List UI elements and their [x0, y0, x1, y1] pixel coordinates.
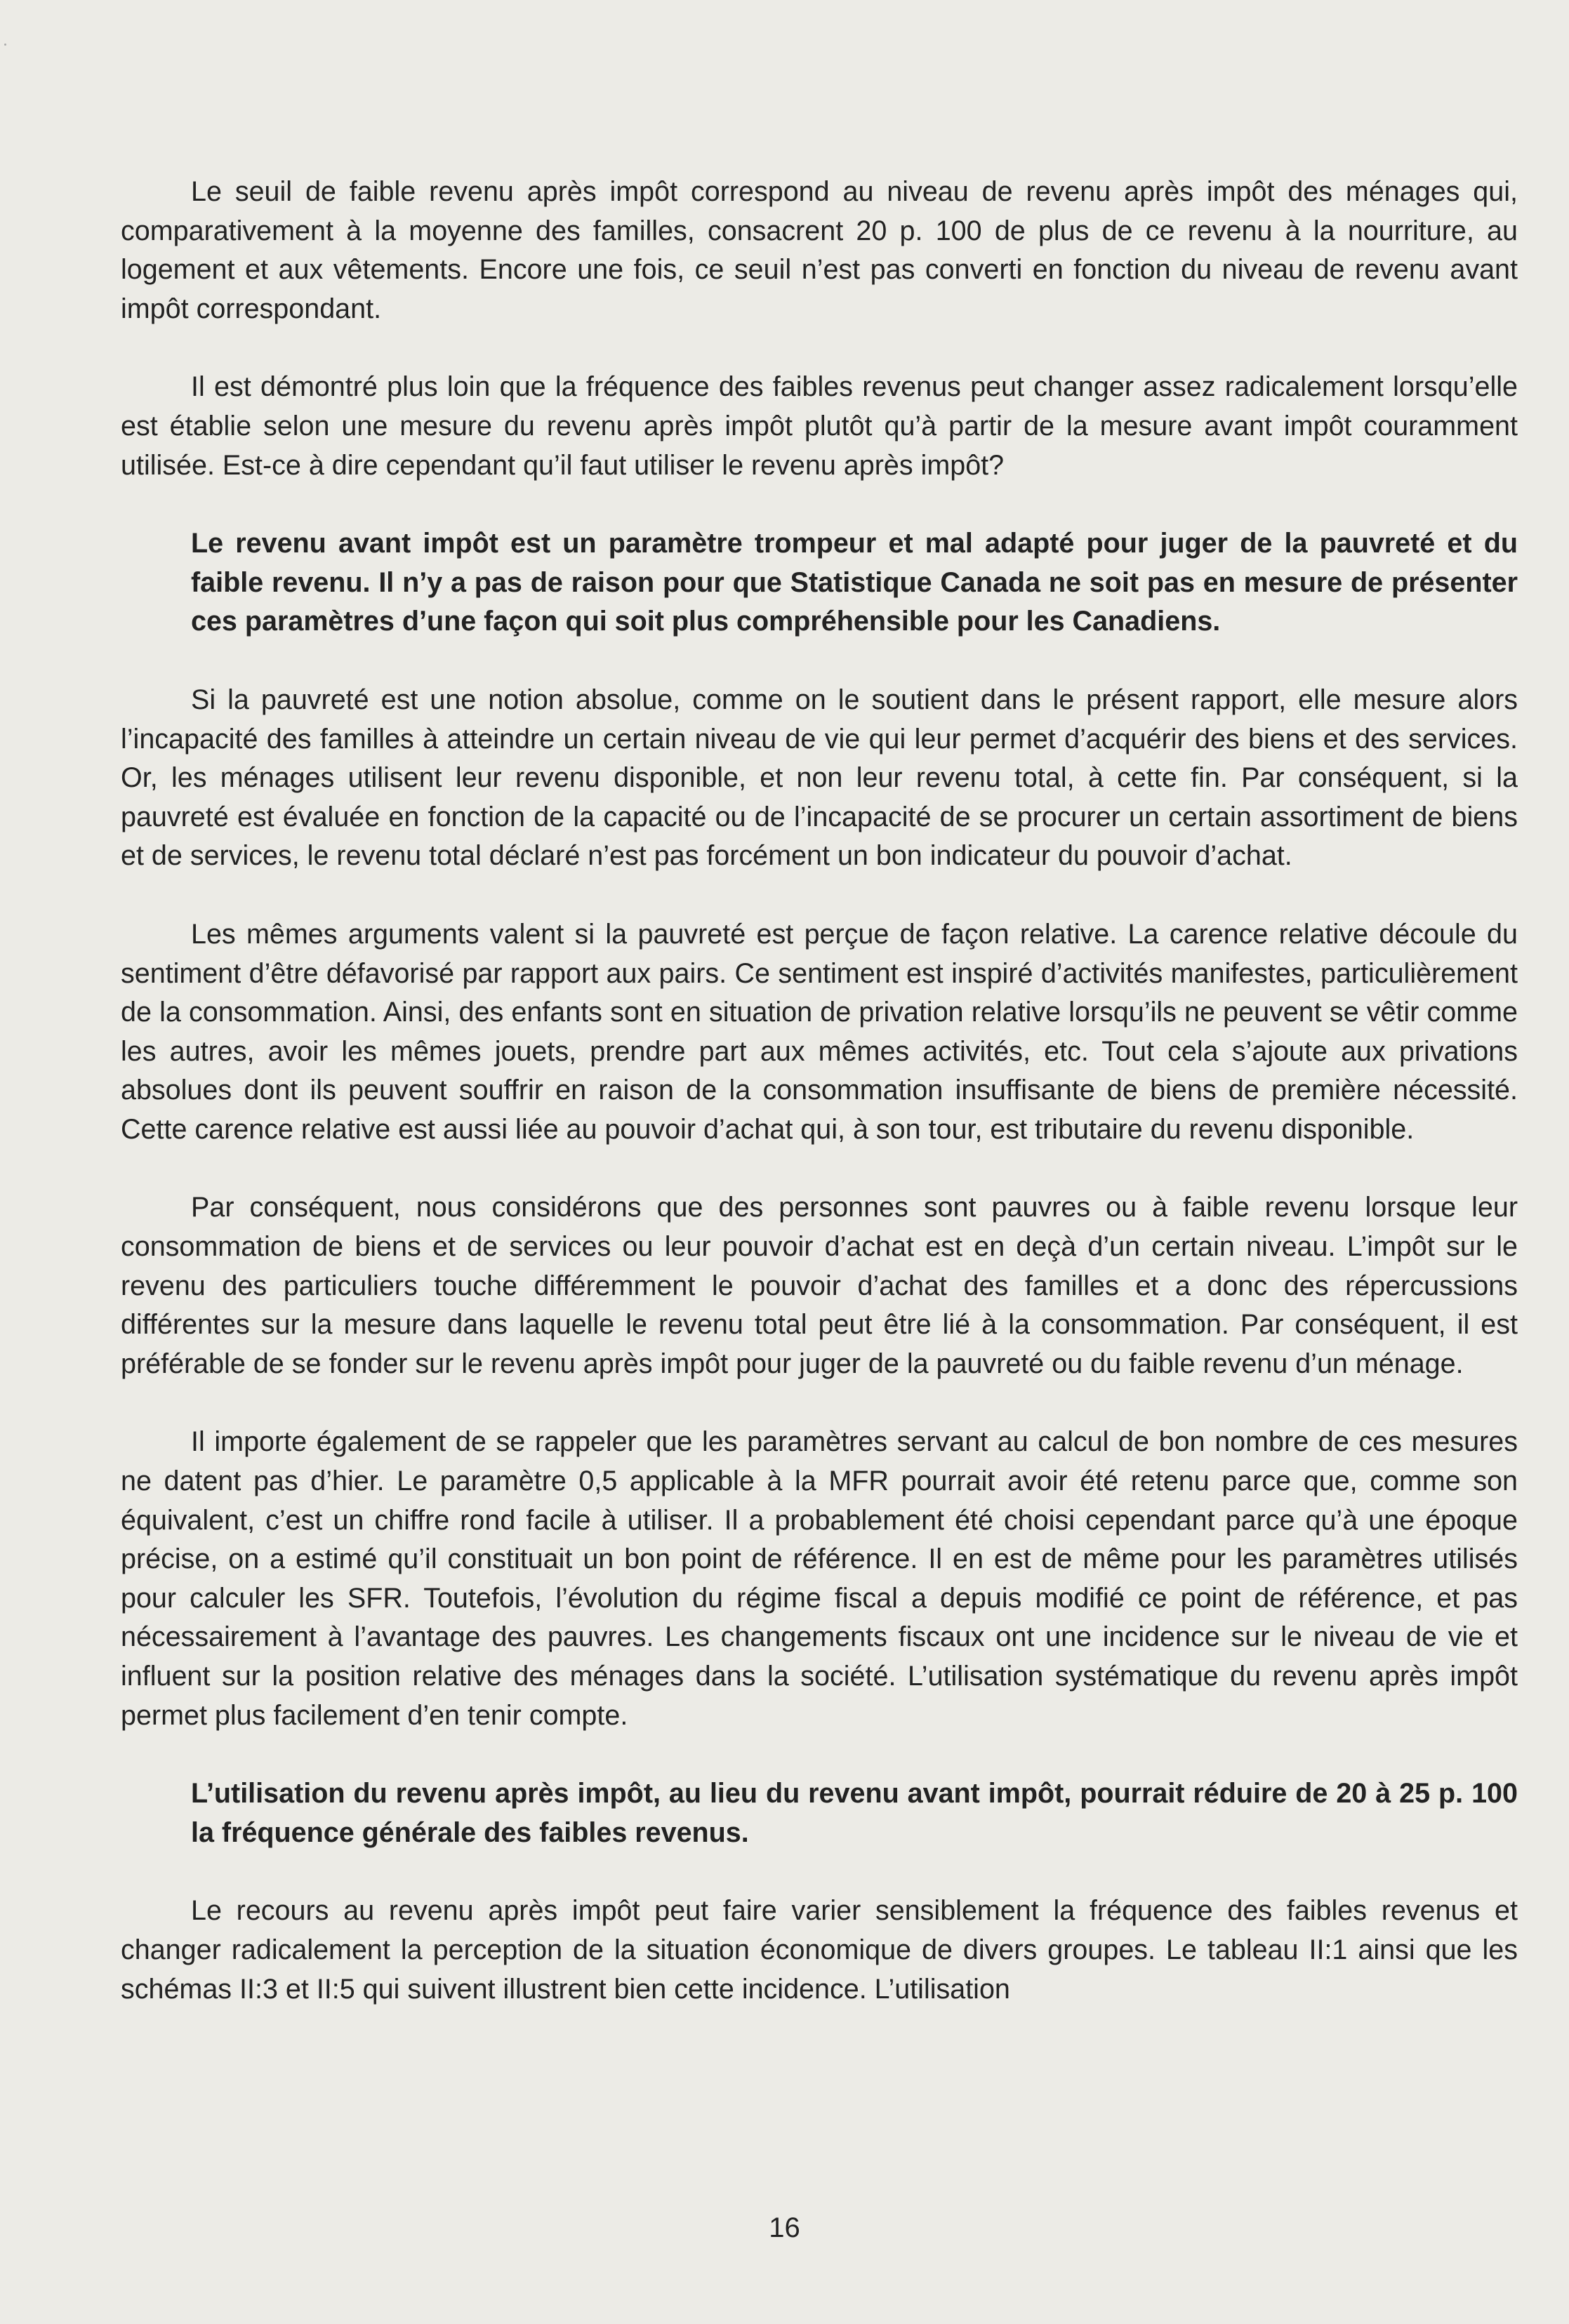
paragraph-frequency-change: Il est démontré plus loin que la fréquence des faibles revenus peut changer assez radicalement lorsqu’elle est établie selon une mesure du revenu après impôt plutôt qu’à partir de la mesure avant impôt couramment utilisée. Est-ce à dire cependant qu’il faut utiliser le revenu après impôt?: [121, 371, 1518, 481]
scan-speck: [4, 44, 6, 46]
paragraph-relative-poverty: Les mêmes arguments valent si la pauvreté est perçue de façon relative. La carence relative découle du sentiment d’être défavorisé par rapport aux pairs. Ce sentiment est inspiré d’activités manifestes, particulièrement de la consommation. Ainsi, des enfants sont en situation de privation relative lorsqu’ils ne peuvent se vêtir comme les autres, avoir les mêmes jouets, prendre part aux mêmes activités, etc. Tout cela s’ajoute aux privations absolues dont ils peuvent souffrir en raison de la consommation insuffisante de biens de première nécessité. Cette carence relative est aussi liée au pouvoir d’achat qui, à son tour, est tributaire du revenu disponible.: [121, 918, 1518, 1145]
paragraph-after-tax-usage: Le recours au revenu après impôt peut faire varier sensiblement la fréquence des faibles revenus et changer radicalement la perception de la situation économique de divers groupes. Le tableau II:1 ainsi que les schémas II:3 et II:5 qui suivent illustrent bien cette incidence. L’utilisation: [121, 1895, 1518, 2005]
paragraph-absolute-poverty: Si la pauvreté est une notion absolue, comme on le soutient dans le présent rapport, elle mesure alors l’incapacité des familles à atteindre un certain niveau de vie qui leur permet d’acquérir des biens et des services. Or, les ménages utilisent leur revenu disponible, et non leur revenu total, à cette fin. Par conséquent, si la pauvreté est évaluée en fonction de la capacité ou de l’incapacité de se procurer un certain assortiment de biens et de services, le revenu total déclaré n’est pas forcément un bon indicateur du pouvoir d’achat.: [121, 684, 1518, 872]
page-number: 16: [769, 2212, 800, 2243]
paragraph-consumption-definition: Par conséquent, nous considérons que des personnes sont pauvres ou à faible revenu lorsque leur consommation de biens et de services ou leur pouvoir d’achat est en deçà d’un certain niveau. L’impôt sur le revenu des particuliers touche différemment le pouvoir d’achat des familles et a donc des répercussions différentes sur la mesure dans laquelle le revenu total peut être lié à la consommation. Par conséquent, il est préférable de se fonder sur le revenu après impôt pour juger de la pauvreté ou du faible revenu d’un ménage.: [121, 1192, 1518, 1379]
highlight-reduction-estimate: L’utilisation du revenu après impôt, au lieu du revenu avant impôt, pourrait réduire de 20 à 25 p. 100 la fréquence générale des faibles revenus.: [191, 1778, 1518, 1848]
paragraph-parameters-history: Il importe également de se rappeler que les paramètres servant au calcul de bon nombre de ces mesures ne datent pas d’hier. Le paramètre 0,5 applicable à la MFR pourrait avoir été retenu parce que, comme son équivalent, c’est un chiffre rond facile à utiliser. Il a probablement été choisi cependant parce qu’à une époque précise, on a estimé qu’il constituait un bon point de référence. Il en est de même pour les paramètres utilisés pour calculer les SFR. Toutefois, l’évolution du régime fiscal a depuis modifié ce point de référence, et pas nécessairement à l’avantage des pauvres. Les changements fiscaux ont une incidence sur le niveau de vie et influent sur la position relative des ménages dans la société. L’utilisation systématique du revenu après impôt permet plus facilement d’en tenir compte.: [121, 1426, 1518, 1731]
paragraph-after-tax-threshold: Le seuil de faible revenu après impôt correspond au niveau de revenu après impôt des ménages qui, comparativement à la moyenne des familles, consacrent 20 p. 100 de plus de ce revenu à la nourriture, au logement et aux vêtements. Encore une fois, ce seuil n’est pas converti en fonction du niveau de revenu avant impôt correspondant.: [121, 176, 1518, 324]
body-text: [121, 173, 1518, 2048]
highlight-pretax-misleading: Le revenu avant impôt est un paramètre trompeur et mal adapté pour juger de la pauvreté et du faible revenu. Il n’y a pas de raison pour que Statistique Canada ne soit pas en mesure de présenter ces paramètres d’une façon qui soit plus compréhensible pour les Canadiens.: [191, 528, 1518, 637]
